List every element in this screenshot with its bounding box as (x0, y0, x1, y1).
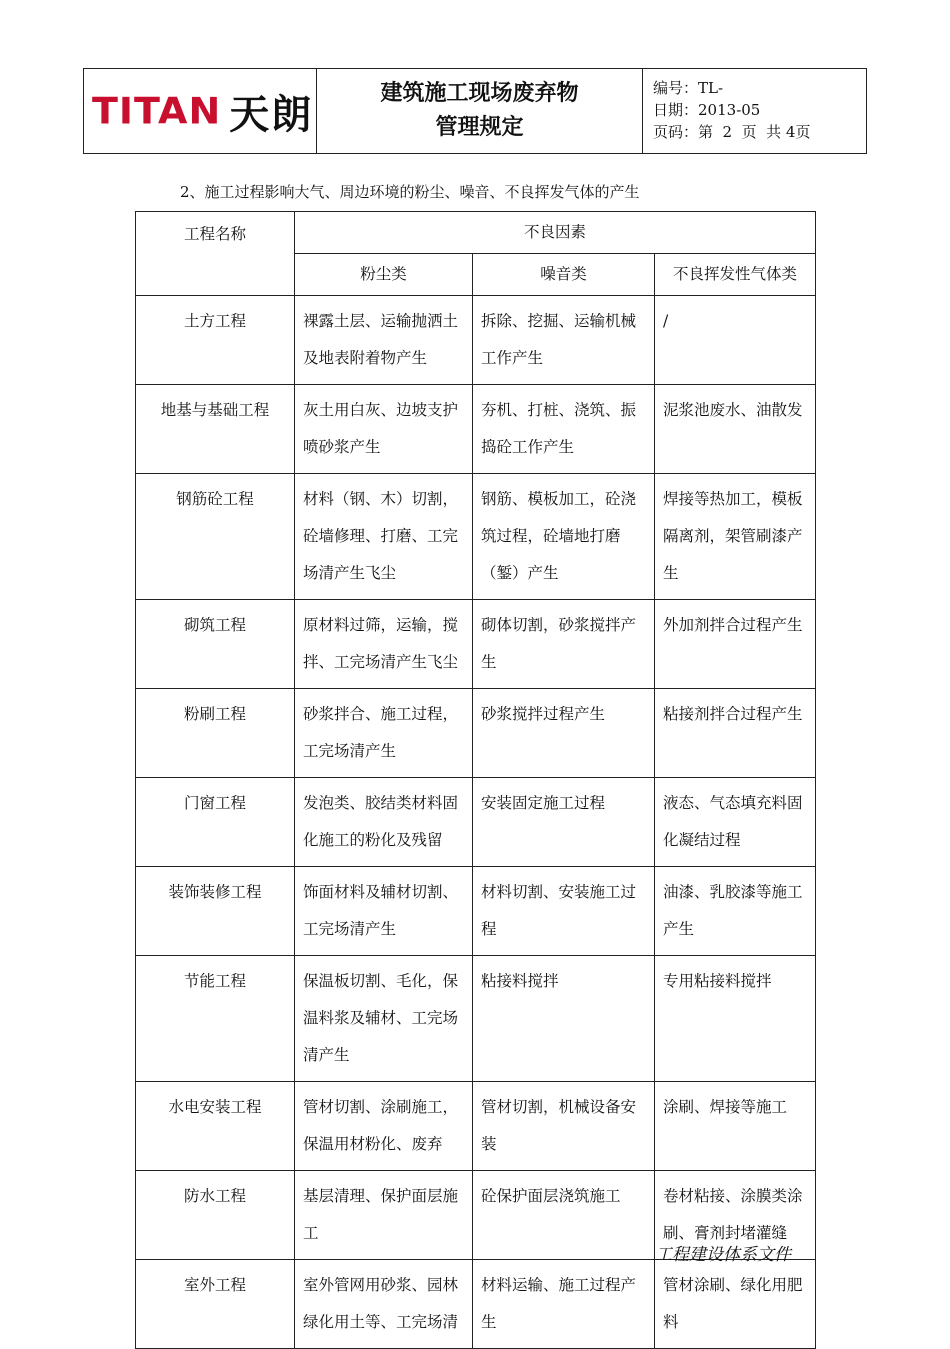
doc-page (653, 121, 866, 143)
document-title (317, 69, 643, 153)
table-row (136, 385, 816, 474)
cell-gas: 外加剂拌合过程产生 (655, 600, 816, 689)
title-line-2: 管理规定 (435, 115, 524, 140)
cell-gas: 粘接剂拌合过程产生 (655, 689, 816, 778)
table-row (136, 956, 816, 1082)
header-factor-group: 不良因素 (295, 212, 816, 254)
footer-label: 工程建设体系文件 (655, 1245, 791, 1265)
cell-noise: 管材切割，机械设备安装 (473, 1082, 655, 1171)
cell-noise: 砌体切割，砂浆搅拌产生 (473, 600, 655, 689)
logo-cjk-text: 天朗 (229, 91, 314, 138)
cell-dust: 发泡类、胶结类材料固化施工的粉化及残留 (295, 778, 473, 867)
cell-project-name: 室外工程 (136, 1260, 295, 1349)
header-project-name: 工程名称 (136, 212, 295, 296)
cell-project-name: 土方工程 (136, 296, 295, 385)
cell-noise: 粘接料搅拌 (473, 956, 655, 1082)
cell-gas: 液态、气态填充料固化凝结过程 (655, 778, 816, 867)
doc-date-label: 日期： (653, 101, 699, 119)
cell-gas: 焊接等热加工，模板隔离剂，架管刷漆产生 (655, 474, 816, 600)
cell-dust: 裸露土层、运输抛洒土及地表附着物产生 (295, 296, 473, 385)
cell-noise: 拆除、挖掘、运输机械工作产生 (473, 296, 655, 385)
table-row (136, 296, 816, 385)
table-row (136, 778, 816, 867)
cell-project-name: 粉刷工程 (136, 689, 295, 778)
cell-noise: 安装固定施工过程 (473, 778, 655, 867)
cell-dust: 室外管网用砂浆、园林绿化用土等、工完场清 (295, 1260, 473, 1349)
doc-number-value: TL- (698, 79, 724, 97)
title-line-1: 建筑施工现场废弃物 (380, 81, 579, 106)
cell-noise: 钢筋、模板加工，砼浇筑过程，砼墙地打磨（錾）产生 (473, 474, 655, 600)
cell-project-name: 防水工程 (136, 1171, 295, 1260)
header-noise: 噪音类 (473, 254, 655, 296)
doc-number-label: 编号： (653, 79, 699, 97)
table-row (136, 1082, 816, 1171)
cell-dust: 砂浆拌合、施工过程，工完场清产生 (295, 689, 473, 778)
table-header-row-1 (136, 212, 816, 254)
document-meta (643, 69, 866, 153)
cell-noise: 砼保护面层浇筑施工 (473, 1171, 655, 1260)
cell-noise: 材料切割、安装施工过程 (473, 867, 655, 956)
cell-gas: 专用粘接料搅拌 (655, 956, 816, 1082)
doc-number (653, 77, 866, 99)
company-logo (84, 69, 317, 153)
doc-page-label: 页码： (653, 123, 699, 141)
cell-noise: 材料运输、施工过程产生 (473, 1260, 655, 1349)
doc-date-value: 2013-05 (698, 101, 761, 119)
cell-dust: 保温板切割、毛化，保温料浆及辅材、工完场清产生 (295, 956, 473, 1082)
cell-project-name: 装饰装修工程 (136, 867, 295, 956)
table-row (136, 1260, 816, 1349)
header-gas: 不良挥发性气体类 (655, 254, 816, 296)
table-row (136, 600, 816, 689)
document-header (83, 68, 867, 154)
cell-gas: 卷材粘接、涂膜类涂刷、膏剂封堵灌缝 (655, 1171, 816, 1260)
table-row (136, 689, 816, 778)
cell-dust: 饰面材料及辅材切割、工完场清产生 (295, 867, 473, 956)
section-intro: 2、施工过程影响大气、周边环境的粉尘、噪音、不良挥发气体的产生 (180, 183, 640, 201)
cell-project-name: 门窗工程 (136, 778, 295, 867)
doc-page-value: 第 2 页 共 4页 (698, 123, 811, 141)
cell-noise: 砂浆搅拌过程产生 (473, 689, 655, 778)
cell-gas: 泥浆池废水、油散发 (655, 385, 816, 474)
impact-table (135, 211, 816, 1349)
table-row (136, 867, 816, 956)
cell-gas: 涂刷、焊接等施工 (655, 1082, 816, 1171)
cell-dust: 管材切割、涂刷施工，保温用材粉化、废弃 (295, 1082, 473, 1171)
cell-project-name: 钢筋砼工程 (136, 474, 295, 600)
cell-gas: 油漆、乳胶漆等施工产生 (655, 867, 816, 956)
cell-project-name: 地基与基础工程 (136, 385, 295, 474)
table-row (136, 474, 816, 600)
cell-noise: 夯机、打桩、浇筑、振捣砼工作产生 (473, 385, 655, 474)
cell-dust: 基层清理、保护面层施工 (295, 1171, 473, 1260)
cell-dust: 材料（钢、木）切割，砼墙修理、打磨、工完场清产生飞尘 (295, 474, 473, 600)
cell-project-name: 节能工程 (136, 956, 295, 1082)
cell-dust: 灰土用白灰、边坡支护喷砂浆产生 (295, 385, 473, 474)
cell-project-name: 砌筑工程 (136, 600, 295, 689)
logo-latin-text: TITAN (92, 90, 222, 132)
cell-project-name: 水电安装工程 (136, 1082, 295, 1171)
cell-gas: / (655, 296, 816, 385)
doc-date (653, 99, 866, 121)
cell-dust: 原材料过筛，运输，搅拌、工完场清产生飞尘 (295, 600, 473, 689)
header-dust: 粉尘类 (295, 254, 473, 296)
cell-gas: 管材涂刷、绿化用肥料 (655, 1260, 816, 1349)
